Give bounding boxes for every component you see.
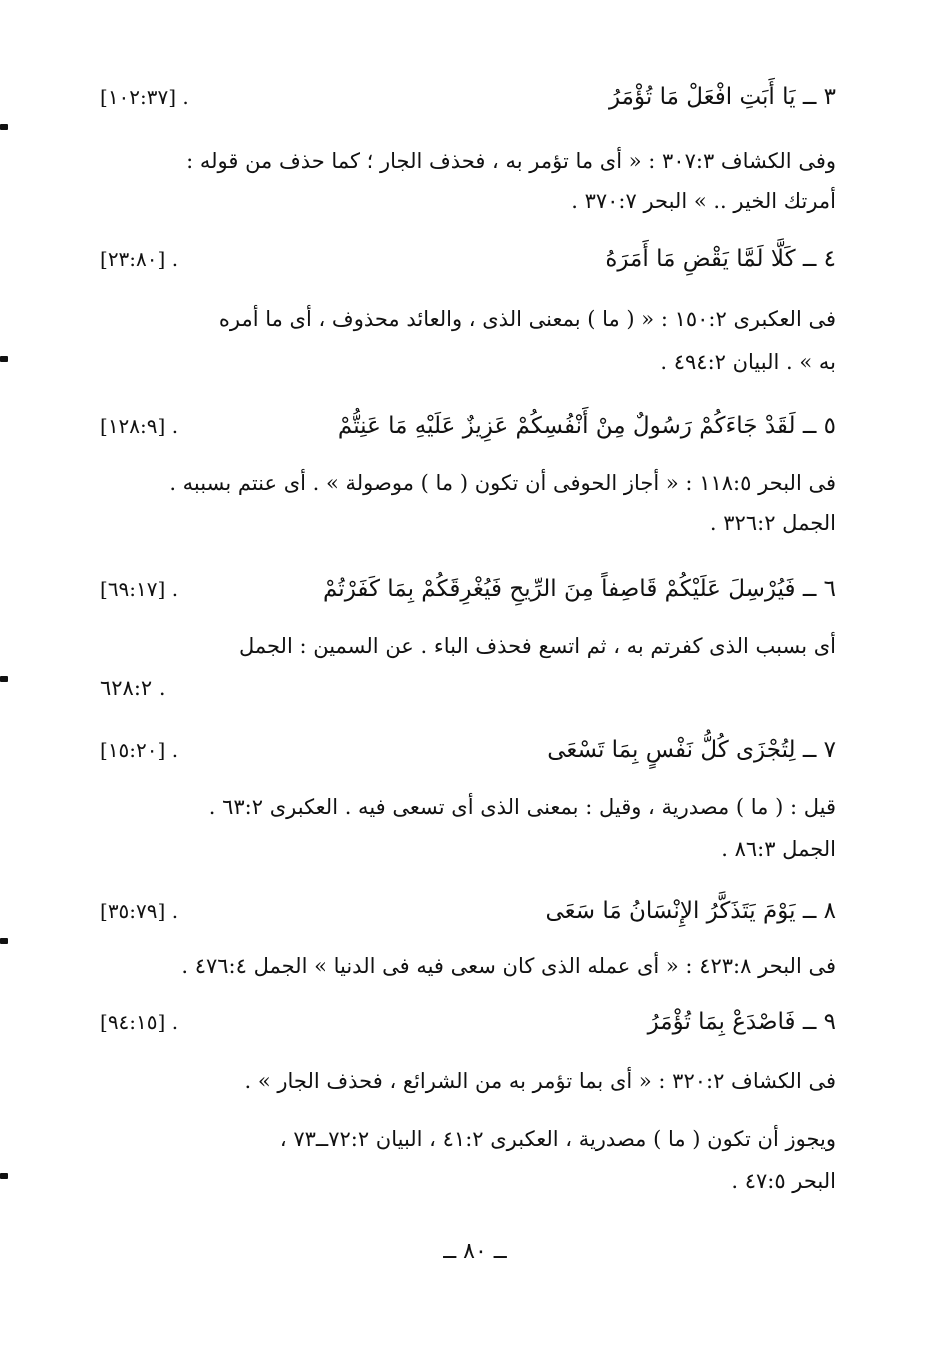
- page-number: ــ ٨٠ ــ: [443, 1239, 507, 1264]
- verse-entry-9: [100, 1005, 836, 1039]
- commentary-line: وفى الكشاف ٣٠٧:٣ : « أى ما تؤمر به ، فحذف الجار ؛ كما حذف من قوله :: [186, 149, 836, 173]
- commentary-line: أمرتك الخير .. » البحر ٣٧٠:٧ .: [571, 189, 836, 213]
- commentary-line: الجمل ٣٢٦:٢ .: [709, 511, 836, 535]
- verse-reference: [٣٥:٧٩] .: [100, 899, 179, 923]
- commentary-line: قيل : ( ما ) مصدرية ، وقيل : بمعنى الذى أى تسعى فيه . العكبرى ٦٣:٢ .: [208, 795, 836, 819]
- commentary-line: فى الكشاف ٣٢٠:٢ : « أى بما تؤمر به من الشرائع ، فحذف الجار » .: [244, 1069, 836, 1093]
- verse-reference: [٢٣:٨٠] .: [100, 247, 179, 271]
- binding-mark: [0, 124, 8, 130]
- verse-reference: [١٥:٢٠] .: [100, 738, 179, 762]
- verse-entry-5: [100, 409, 836, 443]
- binding-mark: [0, 356, 8, 362]
- commentary-line: البحر ٤٧:٥ .: [731, 1169, 836, 1193]
- verse-entry-3: [100, 80, 836, 114]
- verse-reference: [٦٩:١٧] .: [100, 577, 179, 601]
- binding-mark: [0, 1173, 8, 1179]
- commentary-line: فى العكبرى ١٥٠:٢ : « ( ما ) بمعنى الذى ، والعائد محذوف ، أى ما أمره: [218, 307, 836, 331]
- quran-verse: ٩ ــ فَاصْدَعْ بِمَا تُؤْمَرُ: [647, 1009, 836, 1035]
- quran-verse: ٦ ــ فَيُرْسِلَ عَلَيْكُمْ قَاصِفاً مِنَ الرِّيحِ فَيُغْرِقَكُمْ بِمَا كَفَرْتُمْ: [323, 576, 836, 602]
- verse-entry-8: [100, 894, 836, 928]
- commentary-line: ويجوز أن تكون ( ما ) مصدرية ، العكبرى ٤١:٢ ، البيان ٧٢:٢ــ٧٣ ،: [279, 1127, 836, 1151]
- binding-mark: [0, 676, 8, 682]
- quran-verse: ٥ ــ لَقَدْ جَاءَكُمْ رَسُولٌ مِنْ أَنْفُسِكُمْ عَزِيزٌ عَلَيْهِ مَا عَنِتُّمْ: [337, 413, 836, 439]
- commentary-line: به » . البيان ٤٩٤:٢ .: [660, 350, 836, 374]
- commentary-line: فى البحر ١١٨:٥ : « أجاز الحوفى أن تكون ( ما ) موصولة » . أى عنتم بسببه .: [169, 471, 836, 495]
- verse-reference: [١٠٢:٣٧] .: [100, 85, 189, 109]
- quran-verse: ٨ ــ يَوْمَ يَتَذَكَّرُ الإِنْسَانُ مَا سَعَى: [545, 898, 836, 924]
- verse-reference: [١٢٨:٩] .: [100, 414, 179, 438]
- verse-entry-7: [100, 733, 836, 767]
- commentary-line: ٦٢٨:٢ .: [100, 676, 166, 700]
- commentary-line: أى بسبب الذى كفرتم به ، ثم اتسع فحذف الباء . عن السمين : الجمل: [238, 634, 836, 658]
- quran-verse: ٧ ــ لِتُجْزَى كُلُّ نَفْسٍ بِمَا تَسْعَى: [547, 737, 836, 763]
- verse-entry-6: [100, 572, 836, 606]
- verse-reference: [٩٤:١٥] .: [100, 1010, 179, 1034]
- commentary-line: الجمل ٨٦:٣ .: [721, 837, 836, 861]
- verse-entry-4: [100, 242, 836, 276]
- quran-verse: ٤ ــ كَلَّا لَمَّا يَقْضِ مَا أَمَرَهُ: [605, 246, 836, 272]
- commentary-line: فى البحر ٤٢٣:٨ : « أى عمله الذى كان سعى فيه فى الدنيا » الجمل ٤٧٦:٤ .: [181, 954, 836, 978]
- quran-verse: ٣ ــ يَا أَبَتِ افْعَلْ مَا تُؤْمَرُ: [608, 84, 836, 110]
- binding-mark: [0, 938, 8, 944]
